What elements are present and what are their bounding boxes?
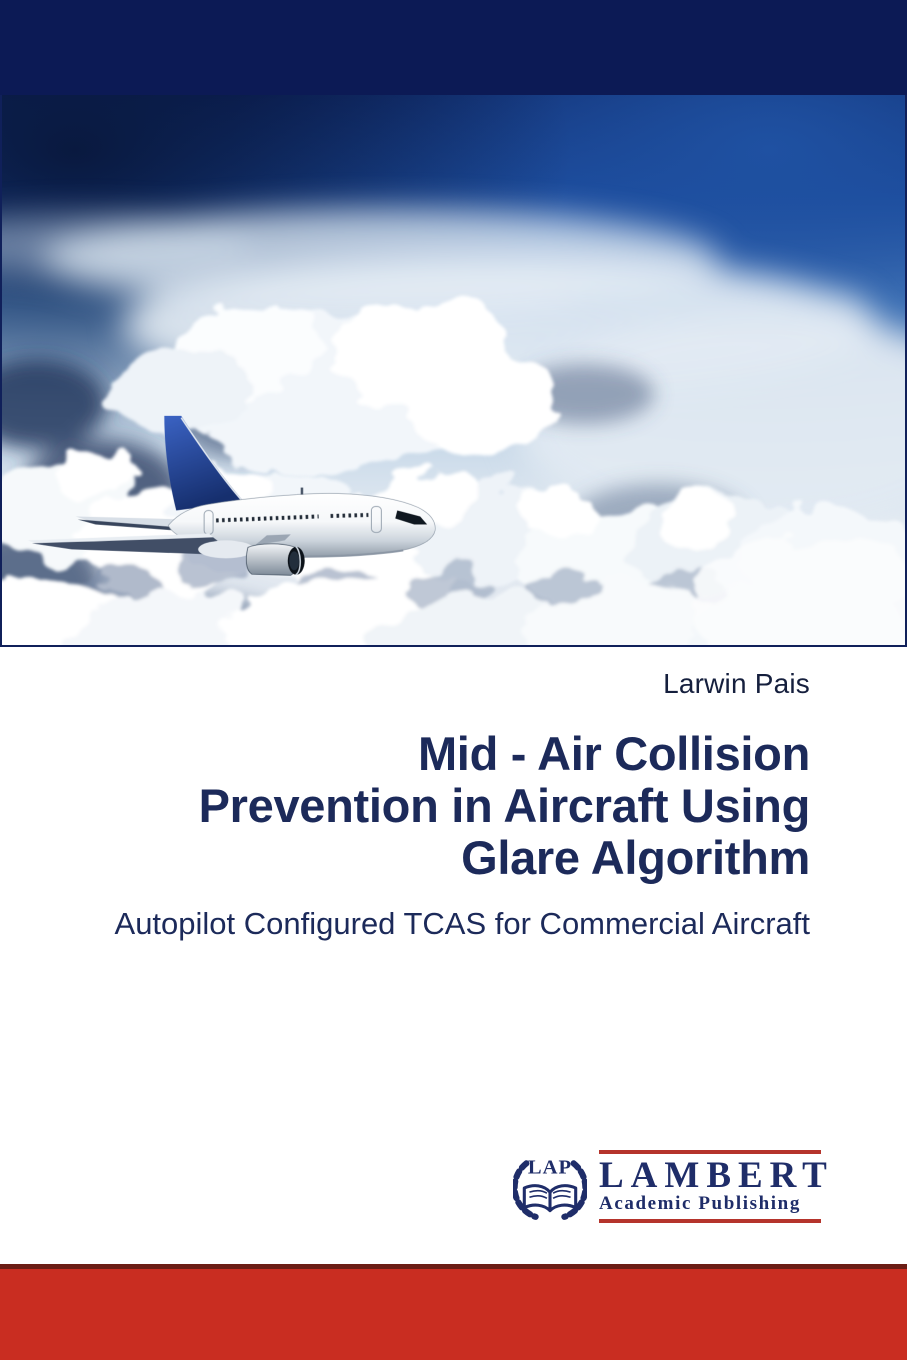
publisher-logo (513, 1150, 834, 1223)
logo-rule-bottom (599, 1219, 821, 1223)
author-name: Larwin Pais (663, 668, 810, 699)
lambert-wordmark-block (599, 1150, 834, 1223)
book-subtitle: Autopilot Configured TCAS for Commercial Aircraft (114, 906, 810, 941)
wing-root-fairing (198, 540, 254, 558)
lap-emblem (513, 1151, 587, 1223)
engine-intake-inner (289, 551, 299, 570)
title-line-3: Glare Algorithm (461, 831, 810, 884)
lap-emblem-text: LAP (527, 1156, 573, 1179)
cover-photo (0, 95, 907, 647)
title-line-2: Prevention in Aircraft Using (198, 779, 810, 832)
publisher-tagline: Academic Publishing (599, 1193, 801, 1214)
lambert-wordmark: LAMBERT (599, 1155, 834, 1196)
antenna (301, 488, 303, 495)
top-bar (0, 0, 907, 95)
sky-clouds-illustration (2, 95, 905, 645)
title-line-1: Mid - Air Collision (417, 727, 810, 780)
bottom-bar (0, 1264, 907, 1360)
book-title (199, 728, 810, 884)
